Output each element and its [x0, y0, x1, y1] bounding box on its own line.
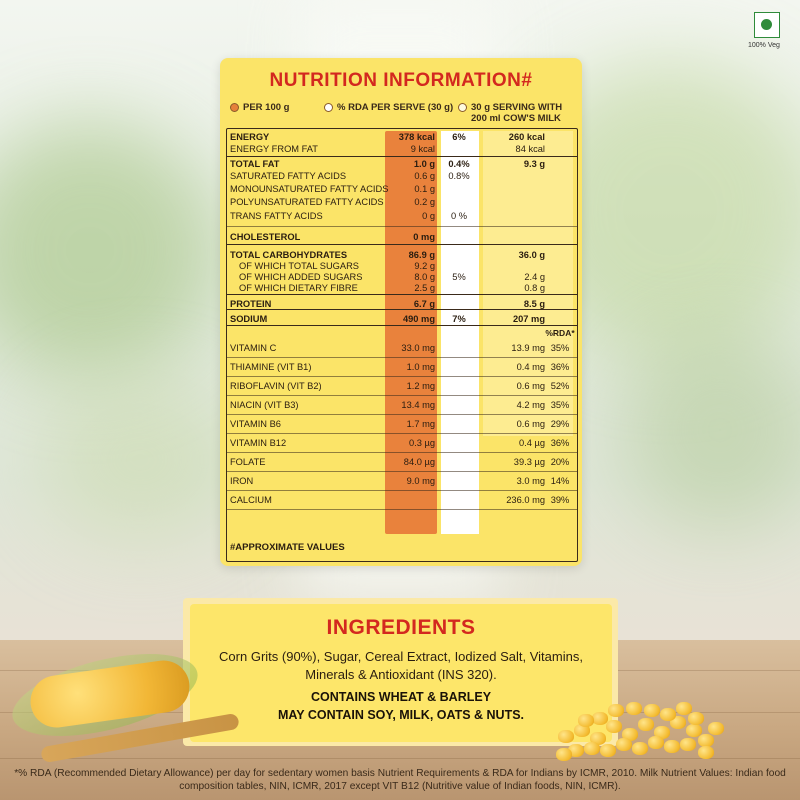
kernel-icon [638, 718, 654, 731]
rda-column [441, 131, 479, 534]
nutrient-value-v4: 36% [550, 362, 570, 372]
nutrient-value-v4: 35% [550, 343, 570, 353]
nutrient-value-v3: 3.0 mg [516, 476, 545, 486]
row-divider [227, 244, 577, 245]
allergen-warning [200, 688, 602, 724]
nutrient-value-v1: 86.9 g [408, 250, 435, 260]
nutrient-value-v2: 6% [452, 132, 466, 142]
kernel-icon [698, 746, 714, 759]
kernel-icon [608, 704, 624, 717]
nutrient-value-v2: 5% [452, 272, 466, 282]
row-divider [227, 509, 577, 510]
nutrient-label: TOTAL FAT [230, 159, 280, 169]
orange-dot-icon [230, 103, 239, 112]
corn-kernels-icon [548, 690, 728, 760]
nutrient-label: IRON [230, 476, 254, 486]
row-divider [227, 309, 577, 310]
kernel-icon [664, 740, 680, 753]
legend-label: % RDA PER SERVE (30 g) [337, 102, 454, 113]
nutrient-value-v3: 0.4 µg [518, 438, 545, 448]
nutrient-label: NIACIN (VIT B3) [230, 400, 299, 410]
row-divider [227, 471, 577, 472]
nutrient-label: VITAMIN C [230, 343, 277, 353]
row-divider [227, 294, 577, 295]
nutrient-value-v3: 36.0 g [518, 250, 545, 260]
nutrient-value-v3: 2.4 g [524, 272, 545, 282]
nutrient-value-v2: 0.4% [448, 159, 470, 169]
nutrient-label: PROTEIN [230, 299, 272, 309]
nutrient-label: ENERGY [230, 132, 270, 142]
nutrient-label: CHOLESTEROL [230, 232, 301, 242]
nutrient-label: TRANS FATTY ACIDS [230, 211, 323, 221]
ingredients-title: INGREDIENTS [326, 616, 476, 639]
nutrient-value-v3: 207 mg [512, 314, 545, 324]
nutrient-label: OF WHICH ADDED SUGARS [239, 272, 363, 282]
nutrient-label: OF WHICH TOTAL SUGARS [239, 261, 360, 271]
nutrient-label: TOTAL CARBOHYDRATES [230, 250, 348, 260]
nutrition-table [226, 128, 578, 562]
nutrient-value-v2: 0.8% [448, 171, 470, 181]
nutrient-value-v3: 0.6 mg [516, 381, 545, 391]
nutrient-value-v1: 0.6 g [414, 171, 435, 181]
kernel-icon [616, 738, 632, 751]
nutrient-label: RIBOFLAVIN (VIT B2) [230, 381, 322, 391]
nutrient-value-v1: 1.0 mg [406, 362, 435, 372]
row-divider [227, 414, 577, 415]
ingredients-text: Corn Grits (90%), Sugar, Cereal Extract, Iodized Salt, Vitamins, Minerals & Antioxidant (INS 320). [219, 649, 583, 682]
nutrient-value-v1: 1.0 g [413, 159, 435, 169]
kernel-icon [660, 708, 676, 721]
nutrient-label: VITAMIN B12 [230, 438, 287, 448]
nutrient-label: POLYUNSATURATED FATTY ACIDS [230, 197, 384, 207]
nutrient-label: SODIUM [230, 314, 268, 324]
nutrient-value-v3: 0.8 g [524, 283, 545, 293]
nutrient-value-v3: 9.3 g [523, 159, 545, 169]
row-divider [227, 490, 577, 491]
nutrient-value-v1: 1.7 mg [406, 419, 435, 429]
nutrient-value-v3: 236.0 mg [506, 495, 545, 505]
kernel-icon [558, 730, 574, 743]
nutrient-value-v4: 36% [550, 438, 570, 448]
foliage-blur [40, 380, 240, 540]
kernel-icon [688, 712, 704, 725]
white-dot-icon [324, 103, 333, 112]
legend-rda [324, 102, 453, 113]
nutrient-value-v3: 13.9 mg [511, 343, 545, 353]
kernel-icon [708, 722, 724, 735]
kernel-icon [606, 720, 622, 733]
nutrient-value-v1: 9.0 mg [406, 476, 435, 486]
kernel-icon [556, 748, 572, 761]
footnote: #APPROXIMATE VALUES [230, 542, 345, 553]
legend-per100 [230, 102, 289, 113]
nutrient-label: VITAMIN B6 [230, 419, 281, 429]
veg-label: 100% Veg [748, 42, 780, 49]
kernel-icon [644, 704, 660, 717]
nutrient-value-v1: 490 mg [402, 314, 435, 324]
nutrient-label: CALCIUM [230, 495, 272, 505]
nutrient-value-v3: 84 kcal [515, 144, 545, 154]
veg-symbol-icon [754, 12, 780, 38]
row-divider [227, 433, 577, 434]
nutrition-title: NUTRITION INFORMATION# [269, 70, 533, 91]
nutrient-value-v1: 6.7 g [413, 299, 435, 309]
nutrient-value-v4: %RDA* [545, 328, 575, 338]
foliage-blur [0, 120, 220, 380]
cream-dot-icon [458, 103, 467, 112]
row-divider [227, 226, 577, 227]
nutrient-value-v3: 0.6 mg [516, 419, 545, 429]
row-divider [227, 357, 577, 358]
row-divider [227, 325, 577, 326]
nutrient-label: THIAMINE (VIT B1) [230, 362, 312, 372]
nutrient-value-v1: 0 g [422, 211, 435, 221]
nutrient-value-v1: 9.2 g [414, 261, 435, 271]
nutrient-value-v1: 2.5 g [414, 283, 435, 293]
nutrient-label: SATURATED FATTY ACIDS [230, 171, 347, 181]
legend-milk [458, 102, 578, 124]
nutrient-value-v1: 84.0 µg [403, 457, 435, 467]
row-divider [227, 452, 577, 453]
nutrient-value-v1: 33.0 mg [401, 343, 435, 353]
nutrient-value-v1: 378 kcal [398, 132, 435, 142]
nutrient-value-v1: 13.4 mg [401, 400, 435, 410]
nutrient-value-v4: 35% [550, 400, 570, 410]
nutrient-label: OF WHICH DIETARY FIBRE [239, 283, 358, 293]
nutrient-value-v1: 9 kcal [410, 144, 435, 154]
nutrient-value-v3: 8.5 g [523, 299, 545, 309]
rda-disclaimer: *% RDA (Recommended Dietary Allowance) per day for sedentary women basis Nutrient Requirements & RDA for Indians by ICMR, 2010. Milk Nutrient Values: Indian food composition tables, NIN, ICMR, 2017 except VIT B12 (Nutritive value of Indian foods, NIN, ICMR). [14, 768, 786, 792]
nutrient-value-v3: 260 kcal [508, 132, 545, 142]
row-divider [227, 156, 577, 157]
kernel-icon [592, 712, 608, 725]
row-divider [227, 376, 577, 377]
nutrient-value-v1: 0.1 g [414, 184, 435, 194]
nutrient-value-v1: 0.2 g [414, 197, 435, 207]
nutrient-label: ENERGY FROM FAT [230, 144, 318, 154]
nutrient-value-v1: 0 mg [413, 232, 435, 242]
nutrient-value-v4: 52% [550, 381, 570, 391]
row-divider [227, 395, 577, 396]
kernel-icon [578, 714, 594, 727]
nutrient-value-v2: 7% [452, 314, 466, 324]
nutrient-value-v4: 14% [550, 476, 570, 486]
nutrient-label: FOLATE [230, 457, 266, 467]
kernel-icon [648, 736, 664, 749]
kernel-icon [584, 742, 600, 755]
nutrition-panel [220, 58, 582, 566]
foliage-blur [620, 330, 800, 530]
legend-label: PER 100 g [243, 102, 290, 113]
kernel-icon [680, 738, 696, 751]
nutrient-value-v1: 8.0 g [414, 272, 435, 282]
nutrient-value-v4: 29% [550, 419, 570, 429]
nutrient-label: MONOUNSATURATED FATTY ACIDS [230, 184, 389, 194]
nutrient-value-v3: 39.3 µg [513, 457, 545, 467]
nutrient-value-v1: 0.3 µg [408, 438, 435, 448]
allergen-contains: CONTAINS WHEAT & BARLEY [310, 690, 492, 704]
nutrient-value-v4: 20% [550, 457, 570, 467]
allergen-may-contain: MAY CONTAIN SOY, MILK, OATS & NUTS. [277, 708, 525, 722]
nutrient-value-v3: 0.4 mg [516, 362, 545, 372]
kernel-icon [600, 744, 616, 757]
kernel-icon [626, 702, 642, 715]
kernel-icon [632, 742, 648, 755]
nutrient-value-v2: 0 % [450, 211, 468, 221]
nutrient-value-v1: 1.2 mg [406, 381, 435, 391]
nutrient-value-v3: 4.2 mg [516, 400, 545, 410]
nutrient-value-v4: 39% [550, 495, 570, 505]
legend-label: 30 g SERVING WITH 200 ml COW'S MILK [471, 102, 563, 124]
